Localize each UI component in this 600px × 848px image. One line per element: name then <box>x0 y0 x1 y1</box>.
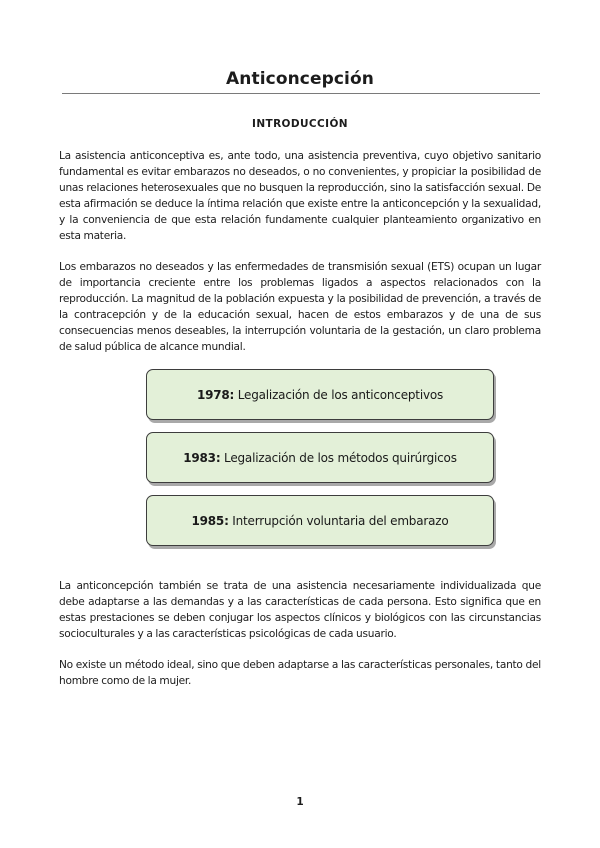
paragraph-1: La asistencia anticonceptiva es, ante todo, una asistencia preventiva, cuyo objetivo sanitario fundamental es evitar embarazos no deseados, o no convenientes, y propiciar la posibilidad de unas relaciones heterosexuales que no busquen la reproducción, sino la satisfacción sexual. De esta afirmación se deduce la íntima relación que existe entre la anticoncepción y la sexualidad, y la conveniencia de que esta relación fundamente cualquier planteamiento organizativo en esta materia. <box>59 150 541 242</box>
paragraph-2: Los embarazos no deseados y las enfermedades de transmisión sexual (ETS) ocupan un lugar de importancia creciente entre los problemas ligados a aspectos relacionados con la reproducción. La magnitud de la población expuesta y la posibilidad de prevención, a través de la contracepción y de la educación sexual, hacen de estos embarazos y de una de sus consecuencias menos deseables, la interrupción voluntaria de la gestación, un claro problema de salud pública de alcance mundial. <box>59 261 541 353</box>
milestone-timeline <box>146 369 494 558</box>
milestone-text: Legalización de los anticonceptivos <box>234 387 444 402</box>
section-heading: INTRODUCCIÓN <box>252 118 348 130</box>
milestone-text: Legalización de los métodos quirúrgicos <box>220 450 457 465</box>
paragraph-3: La anticoncepción también se trata de una asistencia necesariamente individualizada que debe adaptarse a las demandas y a las características de cada persona. Esto significa que en estas prestaciones se deben conjugar los aspectos clínicos y biológicos con las circunstancias socioculturales y a las características psicológicas de cada usuario. <box>59 580 541 640</box>
milestone-box-1985 <box>146 495 494 546</box>
page-title: Anticoncepción <box>226 69 374 90</box>
milestone-box-1978 <box>146 369 494 420</box>
milestone-box-1983 <box>146 432 494 483</box>
milestone-year: 1985: <box>191 513 229 528</box>
paragraph-4: No existe un método ideal, sino que deben adaptarse a las características personales, tanto del hombre como de la mujer. <box>59 659 541 687</box>
page-number: 1 <box>296 796 304 808</box>
milestone-year: 1983: <box>183 450 221 465</box>
milestone-text: Interrupción voluntaria del embarazo <box>228 513 449 528</box>
title-divider <box>62 93 540 94</box>
milestone-year: 1978: <box>196 387 235 402</box>
